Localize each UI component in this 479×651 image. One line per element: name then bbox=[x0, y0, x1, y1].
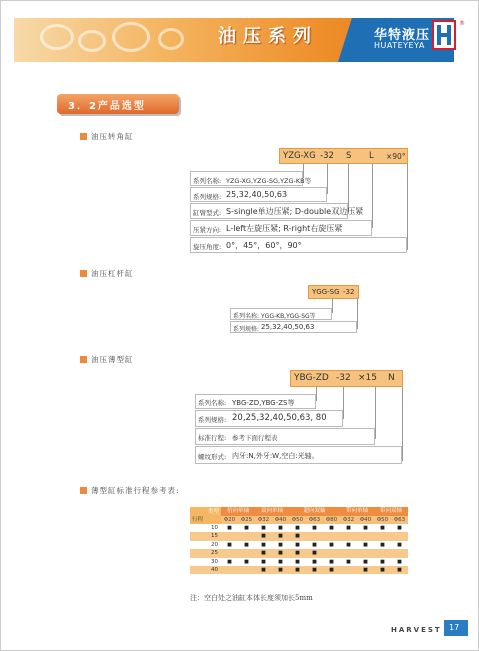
table-row bbox=[190, 524, 408, 532]
table-row bbox=[190, 541, 408, 549]
thin-row-stroke-value: 参考下面行程表 bbox=[232, 434, 278, 442]
available-mark bbox=[357, 566, 374, 574]
thin-code-thread: N bbox=[388, 373, 395, 383]
available-mark bbox=[289, 532, 306, 540]
available-mark bbox=[323, 541, 340, 549]
stroke-table bbox=[190, 507, 408, 574]
bullet-square-icon bbox=[80, 133, 87, 140]
corner-row-angle-label: 旋压角度: bbox=[193, 243, 222, 251]
connector-line bbox=[402, 387, 403, 461]
stroke-value: 40 bbox=[190, 566, 221, 574]
table-row bbox=[190, 558, 408, 566]
size-header: Φ32 bbox=[340, 516, 357, 525]
lever-row-size-label: 系列规格: bbox=[233, 326, 260, 333]
available-mark bbox=[221, 558, 238, 566]
stroke-value: 10 bbox=[190, 524, 221, 532]
empty-cell bbox=[323, 549, 340, 557]
corner-row-arm-label: 缸臂型式: bbox=[193, 209, 222, 217]
available-mark bbox=[391, 524, 408, 532]
available-mark bbox=[272, 541, 289, 549]
size-header: Φ20 bbox=[221, 516, 238, 525]
available-mark bbox=[221, 541, 238, 549]
thin-code-model: YBG-ZD bbox=[294, 373, 329, 383]
stroke-value: 30 bbox=[190, 558, 221, 566]
bullet-square-icon bbox=[80, 487, 87, 494]
available-mark bbox=[255, 558, 272, 566]
available-mark bbox=[255, 566, 272, 574]
available-mark bbox=[357, 558, 374, 566]
corner-row-size-value: 25,32,40,50,63 bbox=[226, 190, 288, 199]
size-header: Φ63 bbox=[306, 516, 323, 525]
available-mark bbox=[340, 558, 357, 566]
connector-line bbox=[407, 164, 408, 250]
available-mark bbox=[238, 524, 255, 532]
empty-cell bbox=[357, 549, 374, 557]
available-mark bbox=[357, 541, 374, 549]
header-title: 油压系列 bbox=[218, 26, 318, 47]
lever-code-bore: -32 bbox=[343, 288, 355, 296]
available-mark bbox=[306, 558, 323, 566]
available-mark bbox=[289, 549, 306, 557]
available-mark bbox=[391, 541, 408, 549]
available-mark bbox=[272, 549, 289, 557]
corner-row-direction-value: L-left左旋压紧; R-right右旋压紧 bbox=[226, 224, 343, 233]
available-mark bbox=[238, 558, 255, 566]
table-row bbox=[190, 532, 408, 540]
available-mark bbox=[289, 524, 306, 532]
available-mark bbox=[323, 558, 340, 566]
lever-code-model: YGG-SG bbox=[312, 288, 340, 296]
available-mark bbox=[374, 524, 391, 532]
available-mark bbox=[374, 541, 391, 549]
bullet-square-icon bbox=[80, 270, 87, 277]
available-mark bbox=[374, 558, 391, 566]
available-mark bbox=[272, 566, 289, 574]
corner-bottom-label: 行程 bbox=[192, 516, 204, 523]
available-mark bbox=[272, 558, 289, 566]
corner-row-direction-label: 压紧方向: bbox=[193, 226, 222, 234]
table-note: 注：空白处之油缸本体长度须加长5mm bbox=[190, 594, 313, 602]
lever-row-series-value: YGG-KB,YGG-SG等 bbox=[261, 313, 316, 320]
size-header: Φ63 bbox=[391, 516, 408, 525]
corner-row-angle-value: 0°，45°，60°，90° bbox=[226, 241, 302, 250]
available-mark bbox=[272, 532, 289, 540]
corner-row-series-label: 系列名称: bbox=[193, 177, 222, 185]
cloud-swirl-decoration bbox=[158, 28, 184, 50]
corner-code-mount: S bbox=[346, 151, 352, 161]
corner-row-arm-value: S-single单边压紧; D-double双边压紧 bbox=[226, 207, 364, 216]
corner-code-bore: -32 bbox=[320, 151, 334, 161]
connector-line bbox=[316, 387, 317, 401]
stroke-table-heading: 薄型缸标准行程参考表: bbox=[91, 486, 180, 495]
thin-code-bore: -32 bbox=[336, 373, 351, 383]
empty-cell bbox=[221, 566, 238, 574]
bullet-square-icon bbox=[80, 356, 87, 363]
empty-cell bbox=[340, 549, 357, 557]
thin-row-series-label: 系列名称: bbox=[198, 399, 227, 407]
empty-cell bbox=[340, 532, 357, 540]
connector-line bbox=[327, 164, 328, 194]
empty-cell bbox=[374, 549, 391, 557]
page-number: 17 bbox=[449, 623, 460, 632]
empty-cell bbox=[391, 532, 408, 540]
corner-code-direction: L bbox=[369, 151, 374, 161]
group-header: 带向单轴 bbox=[340, 507, 374, 516]
empty-cell bbox=[238, 549, 255, 557]
size-header: Φ25 bbox=[238, 516, 255, 525]
group-header: 带向双轴 bbox=[374, 507, 408, 516]
size-header: Φ80 bbox=[323, 516, 340, 525]
group-header: 超向双轴 bbox=[289, 507, 340, 516]
thin-row-series-value: YBG-ZD,YBG-ZS等 bbox=[232, 399, 295, 407]
empty-cell bbox=[221, 532, 238, 540]
thin-row-thread-value: 内牙:N,外牙:W,空白:光轴。 bbox=[232, 452, 319, 460]
available-mark bbox=[255, 532, 272, 540]
brand-name-en: HUATEYEYA bbox=[374, 41, 425, 50]
empty-cell bbox=[238, 566, 255, 574]
lever-row-series-label: 系列名称: bbox=[233, 313, 260, 320]
available-mark bbox=[272, 524, 289, 532]
available-mark bbox=[391, 558, 408, 566]
table-corner-cell bbox=[190, 507, 221, 524]
empty-cell bbox=[391, 549, 408, 557]
available-mark bbox=[255, 541, 272, 549]
size-header: Φ50 bbox=[374, 516, 391, 525]
empty-cell bbox=[238, 532, 255, 540]
connector-line bbox=[372, 164, 373, 228]
corner-row-series-value: YZG-XG,YZG-SG,YZG-KB等 bbox=[226, 177, 312, 185]
available-mark bbox=[255, 524, 272, 532]
thin-row-thread-label: 螺纹形式: bbox=[198, 453, 227, 461]
thin-row-stroke-label: 标准行程: bbox=[198, 434, 227, 442]
thin-row-size-value: 20,25,32,40,50,63, 80 bbox=[232, 413, 327, 423]
available-mark bbox=[340, 524, 357, 532]
thin-cylinder-heading: 油压薄型缸 bbox=[91, 355, 134, 364]
size-header: Φ40 bbox=[272, 516, 289, 525]
brand-logo-icon bbox=[432, 20, 456, 50]
stroke-value: 15 bbox=[190, 532, 221, 540]
empty-cell bbox=[221, 549, 238, 557]
thin-code-stroke: ×15 bbox=[358, 373, 377, 383]
empty-cell bbox=[357, 532, 374, 540]
cloud-swirl-decoration bbox=[78, 30, 106, 52]
available-mark bbox=[238, 541, 255, 549]
corner-row-size-label: 系列规格: bbox=[193, 193, 222, 201]
available-mark bbox=[323, 566, 340, 574]
available-mark bbox=[289, 558, 306, 566]
lever-cylinder-heading: 油压杠杆缸 bbox=[91, 269, 134, 278]
brand-name-cn: 华特液压 bbox=[374, 28, 431, 43]
registered-mark: ® bbox=[459, 20, 465, 27]
available-mark bbox=[306, 566, 323, 574]
empty-cell bbox=[340, 566, 357, 574]
available-mark bbox=[357, 524, 374, 532]
available-mark bbox=[221, 524, 238, 532]
available-mark bbox=[306, 541, 323, 549]
size-header: Φ32 bbox=[255, 516, 272, 525]
connector-line bbox=[357, 299, 358, 329]
connector-line bbox=[348, 164, 349, 212]
cloud-swirl-decoration bbox=[40, 24, 74, 50]
group-header: 倍向单轴 bbox=[221, 507, 255, 516]
corner-top-label: 类型 bbox=[207, 508, 219, 515]
cloud-swirl-decoration bbox=[112, 22, 150, 52]
size-header: Φ50 bbox=[289, 516, 306, 525]
corner-code-model: YZG-XG bbox=[283, 151, 316, 161]
available-mark bbox=[323, 524, 340, 532]
corner-cylinder-heading: 油压转角缸 bbox=[91, 132, 134, 141]
footer-brand: HARVEST bbox=[391, 626, 442, 634]
available-mark bbox=[289, 541, 306, 549]
page-header bbox=[0, 0, 479, 88]
stroke-value: 20 bbox=[190, 541, 221, 549]
corner-code-angle: ×90° bbox=[386, 152, 406, 161]
stroke-value: 25 bbox=[190, 549, 221, 557]
connector-line bbox=[332, 299, 333, 313]
table-row bbox=[190, 566, 408, 574]
available-mark bbox=[289, 566, 306, 574]
thin-row-size-label: 系列规格: bbox=[198, 416, 227, 424]
table-row bbox=[190, 549, 408, 557]
available-mark bbox=[306, 524, 323, 532]
empty-cell bbox=[323, 532, 340, 540]
group-header: 双向单轴 bbox=[255, 507, 289, 516]
available-mark bbox=[255, 549, 272, 557]
connector-line bbox=[375, 387, 376, 439]
size-header: Φ40 bbox=[357, 516, 374, 525]
available-mark bbox=[306, 549, 323, 557]
lever-row-size-value: 25,32,40,50,63 bbox=[261, 323, 315, 331]
connector-line bbox=[343, 387, 344, 419]
available-mark bbox=[374, 566, 391, 574]
section-title: 3．2产品选型 bbox=[68, 101, 146, 112]
empty-cell bbox=[306, 532, 323, 540]
available-mark bbox=[391, 566, 408, 574]
available-mark bbox=[340, 541, 357, 549]
empty-cell bbox=[374, 532, 391, 540]
